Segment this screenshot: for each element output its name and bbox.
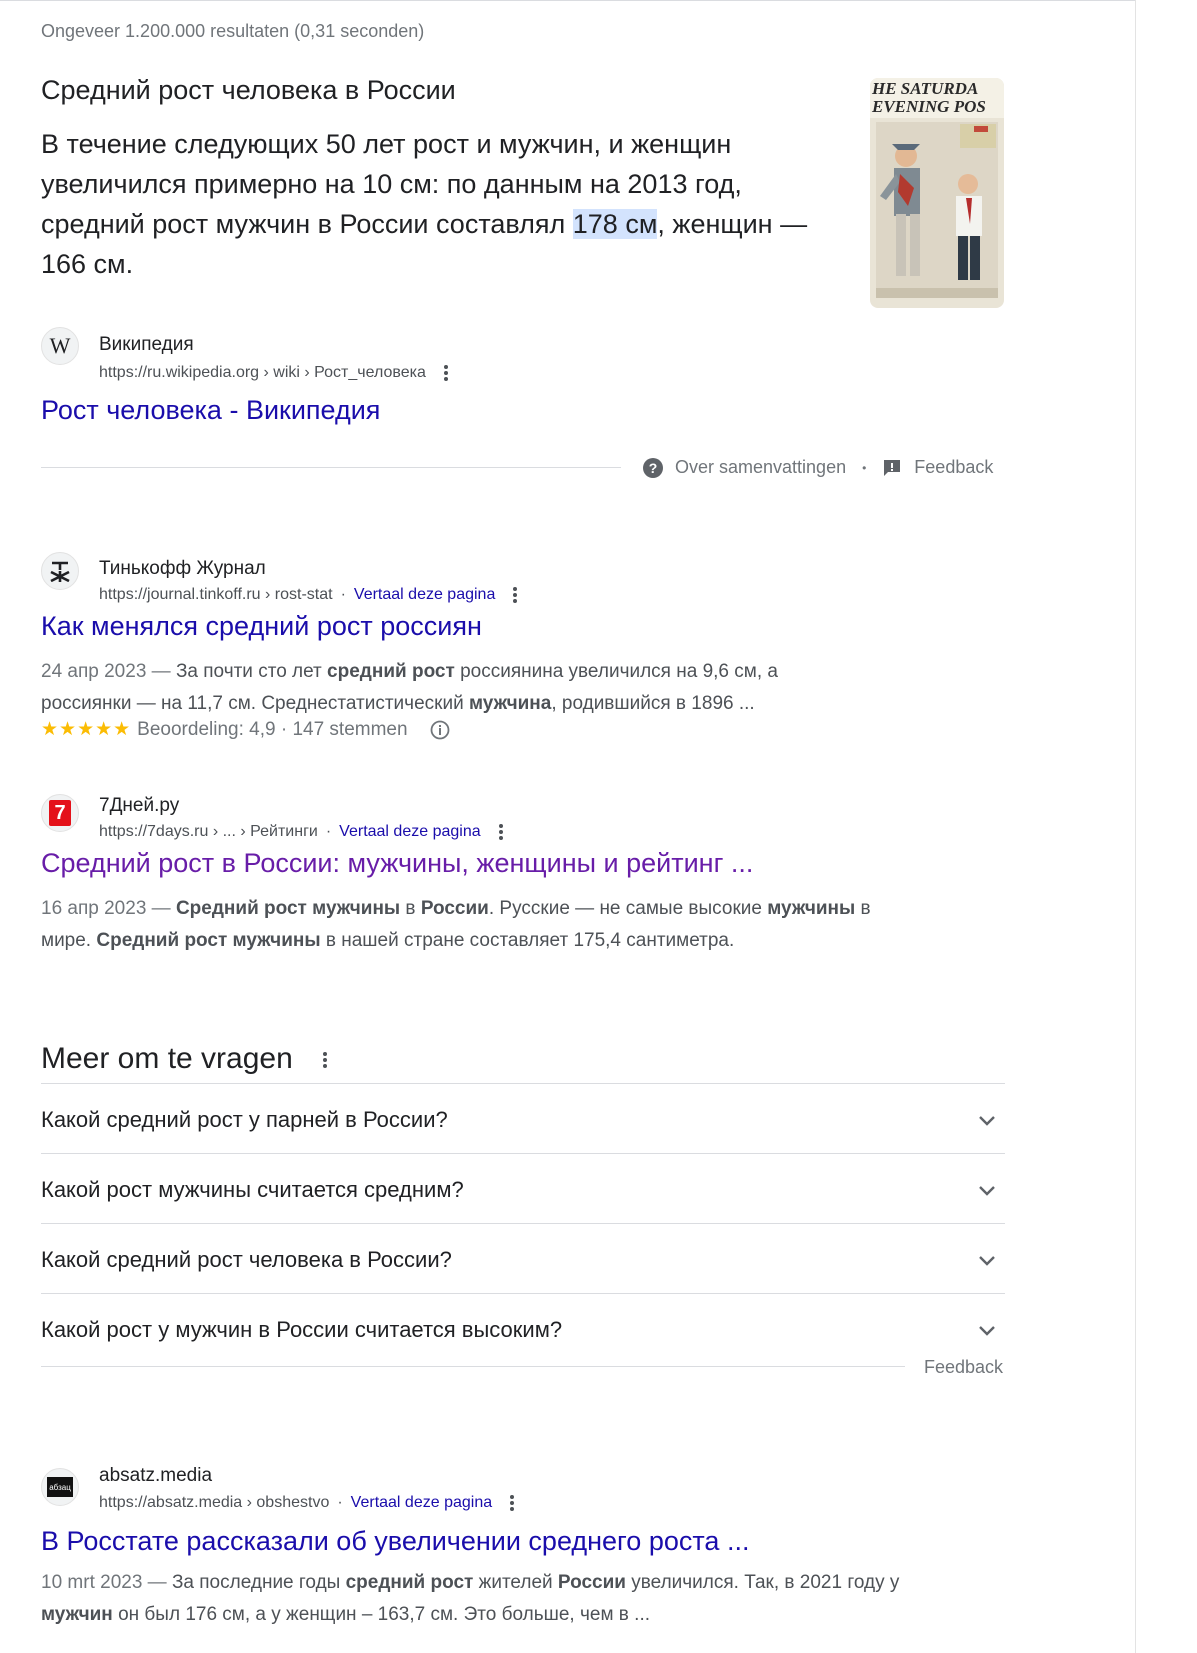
rating-row <box>41 718 450 741</box>
result-stats: Ongeveer 1.200.000 resultaten (0,31 seconden) <box>41 21 425 41</box>
snippet-divider <box>41 467 621 468</box>
result-url[interactable] <box>99 1493 514 1513</box>
result-url[interactable] <box>99 822 503 842</box>
7days-icon: 7 <box>49 800 71 826</box>
more-options-icon[interactable] <box>510 1493 514 1513</box>
snippet-highlight: 178 см <box>572 209 658 239</box>
paa-feedback-link[interactable]: Feedback <box>924 1357 1004 1377</box>
chevron-down-icon <box>977 1250 997 1270</box>
info-icon[interactable] <box>430 720 450 740</box>
featured-image[interactable] <box>870 78 1004 308</box>
paa-question[interactable]: Какой рост у мужчин в России считается высоким? <box>41 1293 1005 1365</box>
help-icon[interactable] <box>643 458 663 478</box>
tinkoff-favicon <box>41 552 79 590</box>
result-snippet: 10 mrt 2023 — За последние годы средний рост жителей России увеличился. Так, в 2021 году у мужчин он был 176 см, а у женщин – 163,7 см. Это больше, чем в ... <box>41 1572 900 1625</box>
featured-snippet-title: Средний рост человека в России <box>41 75 456 105</box>
source-url-text: https://ru.wikipedia.org › wiki › Рост_человека <box>99 364 426 382</box>
right-divider <box>1135 0 1136 1653</box>
source-site-name[interactable]: Википедия <box>99 334 194 355</box>
feedback-icon[interactable] <box>882 458 902 478</box>
paa-divider <box>41 1366 905 1367</box>
paa-heading <box>41 1042 327 1076</box>
wikipedia-icon: W <box>49 333 71 358</box>
chevron-down-icon <box>977 1180 997 1200</box>
result-url-text: https://journal.tinkoff.ru › rost-stat <box>99 586 333 604</box>
translate-link[interactable]: Vertaal deze pagina <box>353 586 496 604</box>
featured-result-title[interactable]: Рост человека - Википедия <box>41 395 381 425</box>
source-url[interactable] <box>99 363 448 383</box>
snippet-text-end: , женщин — 166 см. <box>41 209 808 279</box>
absatz-favicon <box>41 1468 79 1506</box>
translate-link[interactable]: Vertaal deze pagina <box>350 1494 493 1512</box>
paa-question[interactable]: Какой рост мужчины считается средним? <box>41 1153 1005 1225</box>
paa-question[interactable]: Какой средний рост у парней в России? <box>41 1083 1005 1155</box>
more-options-icon[interactable] <box>513 585 517 605</box>
more-options-icon[interactable] <box>499 822 503 842</box>
result-url[interactable] <box>99 585 517 605</box>
chevron-down-icon <box>977 1110 997 1130</box>
result-snippet: 16 апр 2023 — Средний рост мужчины в России. Русские — не самые высокие мужчины в мире. Средний рост мужчины в нашей стране составляет 175,4 сантиметра. <box>41 898 871 951</box>
snippet-text: В течение следующих 50 лет рост и мужчин, и женщин увеличился примерно на 10 см: по данным на 2013 год, средний рост мужчин в России составлял <box>41 129 742 239</box>
result-date: 10 mrt 2023 — <box>41 1572 167 1593</box>
paa-options-icon[interactable] <box>323 1050 327 1070</box>
result-site-name[interactable]: absatz.media <box>99 1465 213 1486</box>
feedback-link[interactable]: Feedback <box>914 457 994 477</box>
svg-text:?: ? <box>648 459 658 476</box>
result-title[interactable]: В Росстате рассказали об увеличении среднего роста ... <box>41 1526 750 1556</box>
7days-favicon <box>41 794 79 832</box>
chevron-down-icon <box>977 1320 997 1340</box>
paa-title: Meer om te vragen <box>41 1042 293 1075</box>
url-separator: · <box>325 823 332 841</box>
featured-snippet-body <box>41 124 821 284</box>
translate-link[interactable]: Vertaal deze pagina <box>339 823 481 841</box>
url-separator: · <box>337 1494 343 1512</box>
more-options-icon[interactable] <box>444 363 448 383</box>
rating-text: Beoordeling: 4,9 · 147 stemmen <box>137 718 408 740</box>
url-separator: · <box>340 586 346 604</box>
result-site-name[interactable]: Тинькофф Журнал <box>99 558 266 579</box>
top-divider <box>0 0 1136 1</box>
tinkoff-journal-icon <box>49 560 71 582</box>
result-date: 24 апр 2023 — <box>41 661 171 682</box>
result-url-text: https://7days.ru › ... › Рейтинги <box>99 823 318 841</box>
about-summaries-link[interactable]: Over samenvattingen <box>675 457 847 477</box>
magazine-title-1: HE SATURDA <box>872 79 979 98</box>
result-title[interactable]: Средний рост в России: мужчины, женщины и рейтинг ... <box>41 848 754 878</box>
magazine-title-2: EVENING POS <box>872 97 986 116</box>
paa-question[interactable]: Какой средний рост человека в России? <box>41 1223 1005 1295</box>
result-snippet: 24 апр 2023 — За почти сто лет средний рост россиянина увеличился на 9,6 см, а россиянки — на 11,7 см. Среднестатистический мужчина, родившийся в 1896 ... <box>41 661 778 714</box>
footer-separator: • <box>862 460 867 475</box>
snippet-footer <box>643 457 993 478</box>
result-title[interactable]: Как менялся средний рост россиян <box>41 611 482 641</box>
wikipedia-favicon <box>41 327 79 365</box>
result-site-name[interactable]: 7Дней.ру <box>99 795 180 816</box>
result-date: 16 апр 2023 — <box>41 898 171 919</box>
result-url-text: https://absatz.media › obshestvo <box>99 1494 330 1512</box>
absatz-icon: абзац <box>47 1477 73 1497</box>
rating-stars-icon: ★★★★★ <box>41 719 132 740</box>
